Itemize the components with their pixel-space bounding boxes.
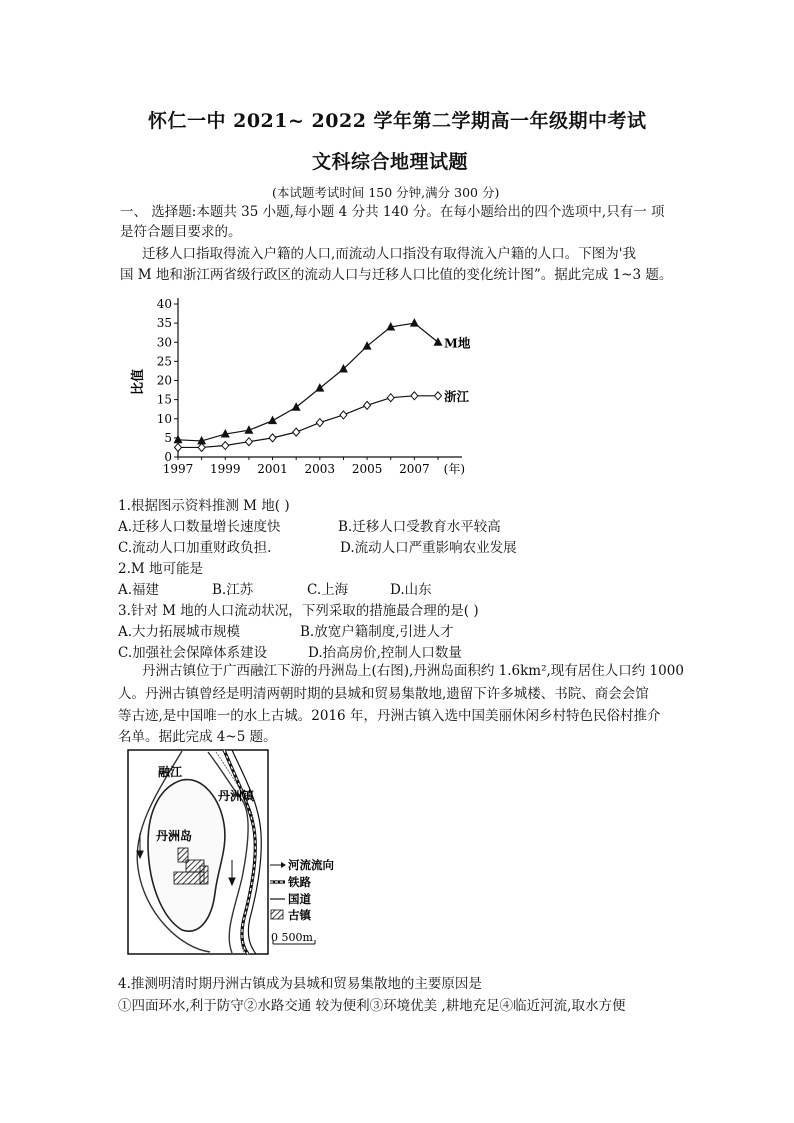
passage1-line2: 国 M 地和浙江两省级行政区的流动人口与迁移人口比值的变化统计图”。据此完成 1~3 题。 <box>120 267 673 283</box>
legend-river-flow <box>270 858 334 872</box>
q3-option-d[interactable]: D.抬高房价,控制人口数量 <box>308 645 462 661</box>
q2-option-a[interactable]: A.福建 <box>118 582 160 598</box>
data-point-m-2007 <box>410 318 419 327</box>
y-tick-label: 15 <box>156 392 172 407</box>
y-tick-label: 10 <box>156 411 172 426</box>
ratio-line-chart <box>120 292 510 480</box>
map-legend <box>270 858 334 944</box>
q1-option-b[interactable]: B.迁移人口受教育水平较高 <box>338 519 501 535</box>
q2-stem: 2.M 地可能是 <box>118 561 203 577</box>
q4-options: ①四面环水,利于防守②水路交通 较为便利③环境优美 ,耕地充足④临近河流,取水方便 <box>118 998 626 1014</box>
series-label-m: M地 <box>444 335 471 351</box>
y-tick-label: 20 <box>156 373 172 388</box>
q3-option-c[interactable]: C.加强社会保障体系建设 <box>118 645 268 661</box>
data-point-zhejiang-2006 <box>387 394 394 402</box>
section-intro-line1: 一、 选择题:本题共 35 小题,每小题 4 分共 140 分。在每小题给出的四个选项中,只有一 项 <box>120 204 665 220</box>
exam-info: (本试题考试时间 150 分钟,满分 300 分) <box>272 185 500 200</box>
svg-text:铁路: 铁路 <box>288 875 311 889</box>
data-point-zhejiang-2003 <box>316 419 323 427</box>
q2-option-c[interactable]: C.上海 <box>307 582 349 598</box>
x-tick-label: 2005 <box>351 462 383 476</box>
data-point-m-2008 <box>434 337 443 346</box>
y-tick-label: 25 <box>156 354 172 369</box>
data-point-zhejiang-2007 <box>411 392 418 400</box>
passage2-line4: 名单。据此完成 4~5 题。 <box>118 729 277 745</box>
passage2-line1: 丹洲古镇位于广西融江下游的丹洲岛上(右图),丹洲岛面积约 1.6km²,现有居住人口约 1000 <box>142 663 684 679</box>
x-tick-label: 1997 <box>162 462 194 476</box>
y-tick-label: 0 <box>164 450 172 464</box>
x-axis-label: (年) <box>443 462 466 476</box>
legend-old-town <box>271 908 312 922</box>
data-point-m-2002 <box>292 402 301 411</box>
y-tick-label: 35 <box>156 316 172 331</box>
y-tick-label: 40 <box>156 297 172 311</box>
legend-railway <box>270 875 311 889</box>
q1-option-c[interactable]: C.流动人口加重财政负担. <box>118 540 272 556</box>
q3-stem: 3.针对 M 地的人口流动状况，下列采取的措施最合理的是( ) <box>118 603 479 619</box>
svg-text:河流流向: 河流流向 <box>288 858 334 872</box>
data-point-zhejiang-1997 <box>175 443 182 451</box>
q3-option-a[interactable]: A.大力拓展城市规模 <box>118 624 241 640</box>
q1-option-a[interactable]: A.迁移人口数量增长速度快 <box>118 519 281 535</box>
data-point-zhejiang-2000 <box>245 438 252 446</box>
passage2-line3: 等古迹,是中国唯一的水上古城。2016 年，丹洲古镇入选中国美丽休闲乡村特色民俗村推介 <box>118 708 661 724</box>
data-point-zhejiang-2005 <box>364 401 371 409</box>
series-label-zhejiang: 浙江 <box>444 388 470 404</box>
exam-subtitle: 文科综合地理试题 <box>312 151 469 173</box>
x-tick-label: 2001 <box>257 462 288 476</box>
danzhou-island-map <box>120 748 360 958</box>
map-scale-bar <box>271 931 315 944</box>
exam-title: 怀仁一中 2021~ 2022 学年第二学期高一年级期中考试 <box>148 110 647 132</box>
data-point-zhejiang-2002 <box>293 428 300 436</box>
svg-text:古镇: 古镇 <box>288 908 311 922</box>
data-point-m-2001 <box>268 416 277 425</box>
data-point-zhejiang-2004 <box>340 411 347 419</box>
data-point-m-2005 <box>363 341 372 350</box>
y-axis-label: 比值 <box>131 368 146 396</box>
data-point-zhejiang-2001 <box>269 434 276 442</box>
river-label: 融江 <box>158 765 183 779</box>
series-line-m <box>178 323 438 441</box>
x-tick-label: 1999 <box>209 462 241 476</box>
town-label: 丹洲镇 <box>218 789 255 803</box>
q1-stem: 1.根据图示资料推测 M 地( ) <box>118 498 290 514</box>
data-point-zhejiang-1998 <box>198 443 205 451</box>
data-point-m-2003 <box>315 383 324 392</box>
q4-stem: 4.推测明清时期丹洲古镇成为县城和贸易集散地的主要原因是 <box>118 976 482 992</box>
svg-text:0 500m: 0 500m <box>271 931 313 944</box>
passage2-line2: 人。丹洲古镇曾经是明清两朝时期的县城和贸易集散地,遗留下许多城楼、书院、商会会馆 <box>118 686 649 702</box>
series-line-zhejiang <box>178 396 438 448</box>
data-point-m-1997 <box>174 435 183 444</box>
data-point-zhejiang-1999 <box>222 442 229 450</box>
legend-national-road <box>270 892 311 906</box>
data-point-zhejiang-2008 <box>435 392 442 400</box>
q2-option-d[interactable]: D.山东 <box>390 582 432 598</box>
section-intro-line2: 是符合题目要求的。 <box>120 224 242 240</box>
flow-arrow-east <box>229 860 235 885</box>
q1-option-d[interactable]: D.流动人口严重影响农业发展 <box>340 540 517 556</box>
island-label: 丹洲岛 <box>156 829 193 843</box>
q2-option-b[interactable]: B.江苏 <box>212 582 254 598</box>
x-tick-label: 2007 <box>399 462 430 476</box>
y-tick-label: 5 <box>164 430 172 445</box>
svg-text:国道: 国道 <box>288 892 311 906</box>
passage1-line1: 迁移人口指取得流入户籍的人口,而流动人口指没有取得流入户籍的人口。下图为'我 <box>142 246 637 262</box>
y-tick-label: 30 <box>156 335 172 350</box>
q3-option-b[interactable]: B.放宽户籍制度,引进人才 <box>300 624 454 640</box>
x-tick-label: 2003 <box>304 462 336 476</box>
